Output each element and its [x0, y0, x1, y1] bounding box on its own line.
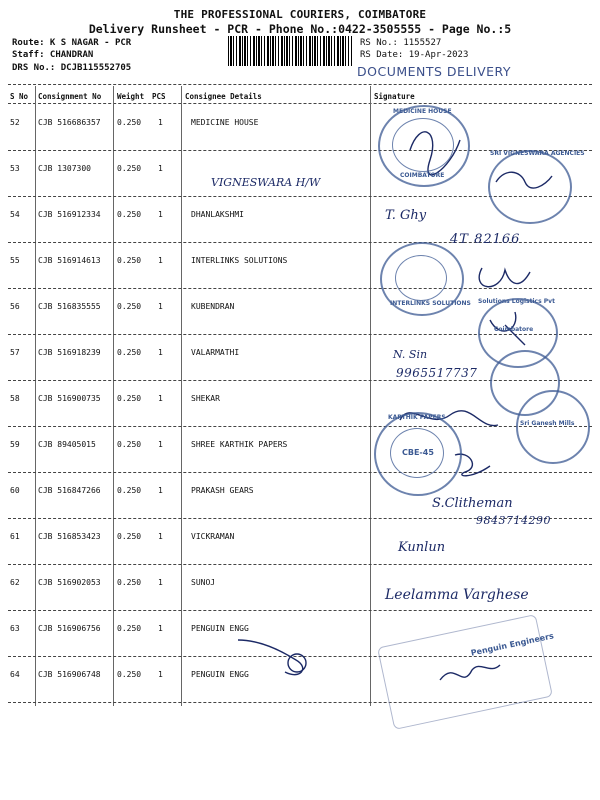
- route-label: Route: K S NAGAR - PCR: [12, 38, 132, 48]
- row-cons: CJB 516853423: [38, 532, 101, 541]
- scribble: [238, 640, 303, 675]
- row-weight: 0.250: [117, 394, 142, 403]
- row-sno: 59: [10, 440, 20, 449]
- row-sno: 54: [10, 210, 20, 219]
- rs-number: RS No.: 1155527: [360, 38, 442, 48]
- row-sno: 60: [10, 486, 20, 495]
- row-pcs: 1: [158, 256, 163, 265]
- row-name: MEDICINE HOUSE: [191, 118, 259, 127]
- row-weight: 0.250: [117, 624, 142, 633]
- stamp-label: CBE-45: [402, 448, 434, 457]
- row-sno: 64: [10, 670, 20, 679]
- row-weight: 0.250: [117, 164, 142, 173]
- col-consignment: Consignment No: [38, 92, 102, 101]
- row-pcs: 1: [158, 670, 163, 679]
- row-weight: 0.250: [117, 532, 142, 541]
- col-signature: Signature: [374, 92, 415, 101]
- col-weight: Weight: [117, 92, 145, 101]
- stamp-label: Penguin Engineers: [469, 631, 555, 658]
- col-sno: S No: [10, 92, 29, 101]
- row-cons: CJB 516902053: [38, 578, 101, 587]
- row-name: VALARMATHI: [191, 348, 240, 357]
- row-cons: CJB 516835555: [38, 302, 101, 311]
- row-sno: 52: [10, 118, 20, 127]
- row-weight: 0.250: [117, 256, 142, 265]
- stamp-label: SRI VIGNESWARA AGENCIES: [490, 150, 585, 157]
- row-cons: CJB 516900735: [38, 394, 101, 403]
- row-weight: 0.250: [117, 578, 142, 587]
- stamp-label: Solutions Logistics Pvt: [478, 298, 555, 305]
- row-sno: 56: [10, 302, 20, 311]
- row-cons: CJB 516906756: [38, 624, 101, 633]
- stamp-label: MEDICINE HOUSE: [393, 108, 452, 115]
- row-sno: 55: [10, 256, 20, 265]
- row-sno: 57: [10, 348, 20, 357]
- row-name: INTERLINKS SOLUTIONS: [191, 256, 288, 265]
- row-name: DHANLAKSHMI: [191, 210, 244, 219]
- stamp-label: KARTHIK PAPERS: [388, 414, 446, 421]
- row-weight: 0.250: [117, 118, 142, 127]
- row-pcs: 1: [158, 394, 163, 403]
- row-pcs: 1: [158, 486, 163, 495]
- row-sno: 53: [10, 164, 20, 173]
- stamp-inner-ring: [395, 255, 447, 301]
- row-name: PENGUIN ENGG: [191, 670, 249, 679]
- company-title: THE PROFESSIONAL COURIERS, COIMBATORE: [173, 8, 427, 21]
- row-weight: 0.250: [117, 440, 142, 449]
- rs-date: RS Date: 19-Apr-2023: [360, 50, 469, 60]
- row-cons: CJB 516847266: [38, 486, 101, 495]
- row-cons: CJB 516906748: [38, 670, 101, 679]
- row-pcs: 1: [158, 624, 163, 633]
- row-weight: 0.250: [117, 486, 142, 495]
- vigneswara-stamp: [488, 150, 572, 224]
- row-name: SHREE KARTHIK PAPERS: [191, 440, 288, 449]
- row-name: SHEKAR: [191, 394, 220, 403]
- scribble: [288, 654, 306, 672]
- handwritten-signature: Leelamma Varghese: [385, 587, 529, 603]
- row-cons: CJB 516914613: [38, 256, 101, 265]
- row-cons: CJB 89405015: [38, 440, 96, 449]
- handwritten-number: 4T 82166: [450, 232, 521, 247]
- handwritten-signature: N. Sin: [393, 348, 428, 361]
- runsheet-title: Delivery Runsheet - PCR - Phone No.:0422-3505555 - Page No.:5: [88, 22, 512, 36]
- row-sno: 61: [10, 532, 20, 541]
- row-weight: 0.250: [117, 670, 142, 679]
- row-pcs: 1: [158, 118, 163, 127]
- stamp-label: INTERLINKS SOLUTIONS: [390, 300, 471, 307]
- row-weight: 0.250: [117, 348, 142, 357]
- handwritten-signature: T. Ghy: [385, 208, 427, 223]
- row-name: KUBENDRAN: [191, 302, 235, 311]
- drs-number: DRS No.: DCJB115552705: [12, 63, 132, 73]
- handwritten-number: 9843714290: [476, 514, 551, 527]
- stamp-label: Coimbatore: [494, 326, 534, 333]
- row-pcs: 1: [158, 440, 163, 449]
- handwritten-signature: S.Clitheman: [432, 496, 513, 511]
- shekar-stamp: [516, 390, 590, 464]
- handwritten-consignee: VIGNESWARA H/W: [211, 176, 321, 189]
- handwritten-number: 9965517737: [396, 366, 478, 380]
- row-pcs: 1: [158, 348, 163, 357]
- row-pcs: 1: [158, 164, 163, 173]
- row-name: VICKRAMAN: [191, 532, 235, 541]
- row-cons: CJB 516912334: [38, 210, 101, 219]
- row-sno: 58: [10, 394, 20, 403]
- row-name: PENGUIN ENGG: [191, 624, 249, 633]
- row-pcs: 1: [158, 302, 163, 311]
- row-weight: 0.250: [117, 210, 142, 219]
- stamp-label: Sri Ganesh Mills: [520, 420, 575, 427]
- row-name: SUNOJ: [191, 578, 216, 587]
- col-consignee: Consignee Details: [185, 92, 262, 101]
- row-pcs: 1: [158, 532, 163, 541]
- row-cons: CJB 1307300: [38, 164, 91, 173]
- staff-label: Staff: CHANDRAN: [12, 50, 94, 60]
- row-sno: 62: [10, 578, 20, 587]
- stamp-label: COIMBATORE: [400, 172, 445, 179]
- row-name: PRAKASH GEARS: [191, 486, 254, 495]
- row-cons: CJB 516918239: [38, 348, 101, 357]
- row-pcs: 1: [158, 578, 163, 587]
- row-sno: 63: [10, 624, 20, 633]
- scribble: [479, 268, 530, 287]
- handwritten-signature: Kunlun: [398, 540, 446, 555]
- row-pcs: 1: [158, 210, 163, 219]
- documents-delivery-stamp: DOCUMENTS DELIVERY: [357, 64, 512, 79]
- col-pcs: PCS: [152, 92, 166, 101]
- row-cons: CJB 516686357: [38, 118, 101, 127]
- row-weight: 0.250: [117, 302, 142, 311]
- stamp-inner-ring: [392, 118, 454, 172]
